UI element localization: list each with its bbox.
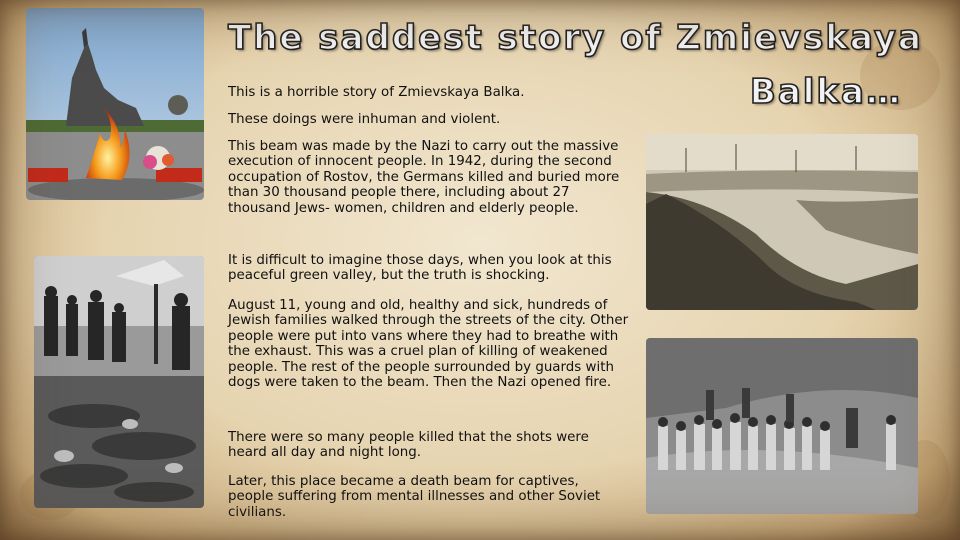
ravine-photo xyxy=(646,134,918,310)
slide-title-line2: Balka… xyxy=(749,72,902,112)
prisoners-photo xyxy=(646,338,918,514)
paragraph-intro: This is a horrible story of Zmievskaya Balka. xyxy=(228,85,525,100)
paragraph-inhuman: These doings were inhuman and violent. xyxy=(228,112,501,127)
paragraph-shots: There were so many people killed that the shots were heard all day and night long. xyxy=(228,430,589,461)
paragraph-history: This beam was made by the Nazi to carry out the massive execution of innocent people. In 1942, during the second occupation of Rostov, the Germans killed and buried more than 30 thousand people there, including about 27 thousand Jews- women, children and elderly people. xyxy=(228,139,620,216)
victims-photo xyxy=(34,256,204,508)
paragraph-later: Later, this place became a death beam for captives, people suffering from mental illnesses and other Soviet civilians. xyxy=(228,474,601,520)
paragraph-august: August 11, young and old, healthy and sick, hundreds of Jewish families walked through the streets of the city. Other people were put into vans where they had to breathe with the exhaust. This was a cruel plan of killing of weakened people. The rest of the people surrounded by guards with dogs were taken to the beam. Then the Nazi opened fire. xyxy=(228,298,629,391)
slide-title-line1: The saddest story of Zmievskaya xyxy=(228,18,923,58)
memorial-photo xyxy=(26,8,204,200)
paragraph-valley: It is difficult to imagine those days, when you look at this peaceful green valley, but the truth is shocking. xyxy=(228,253,612,284)
